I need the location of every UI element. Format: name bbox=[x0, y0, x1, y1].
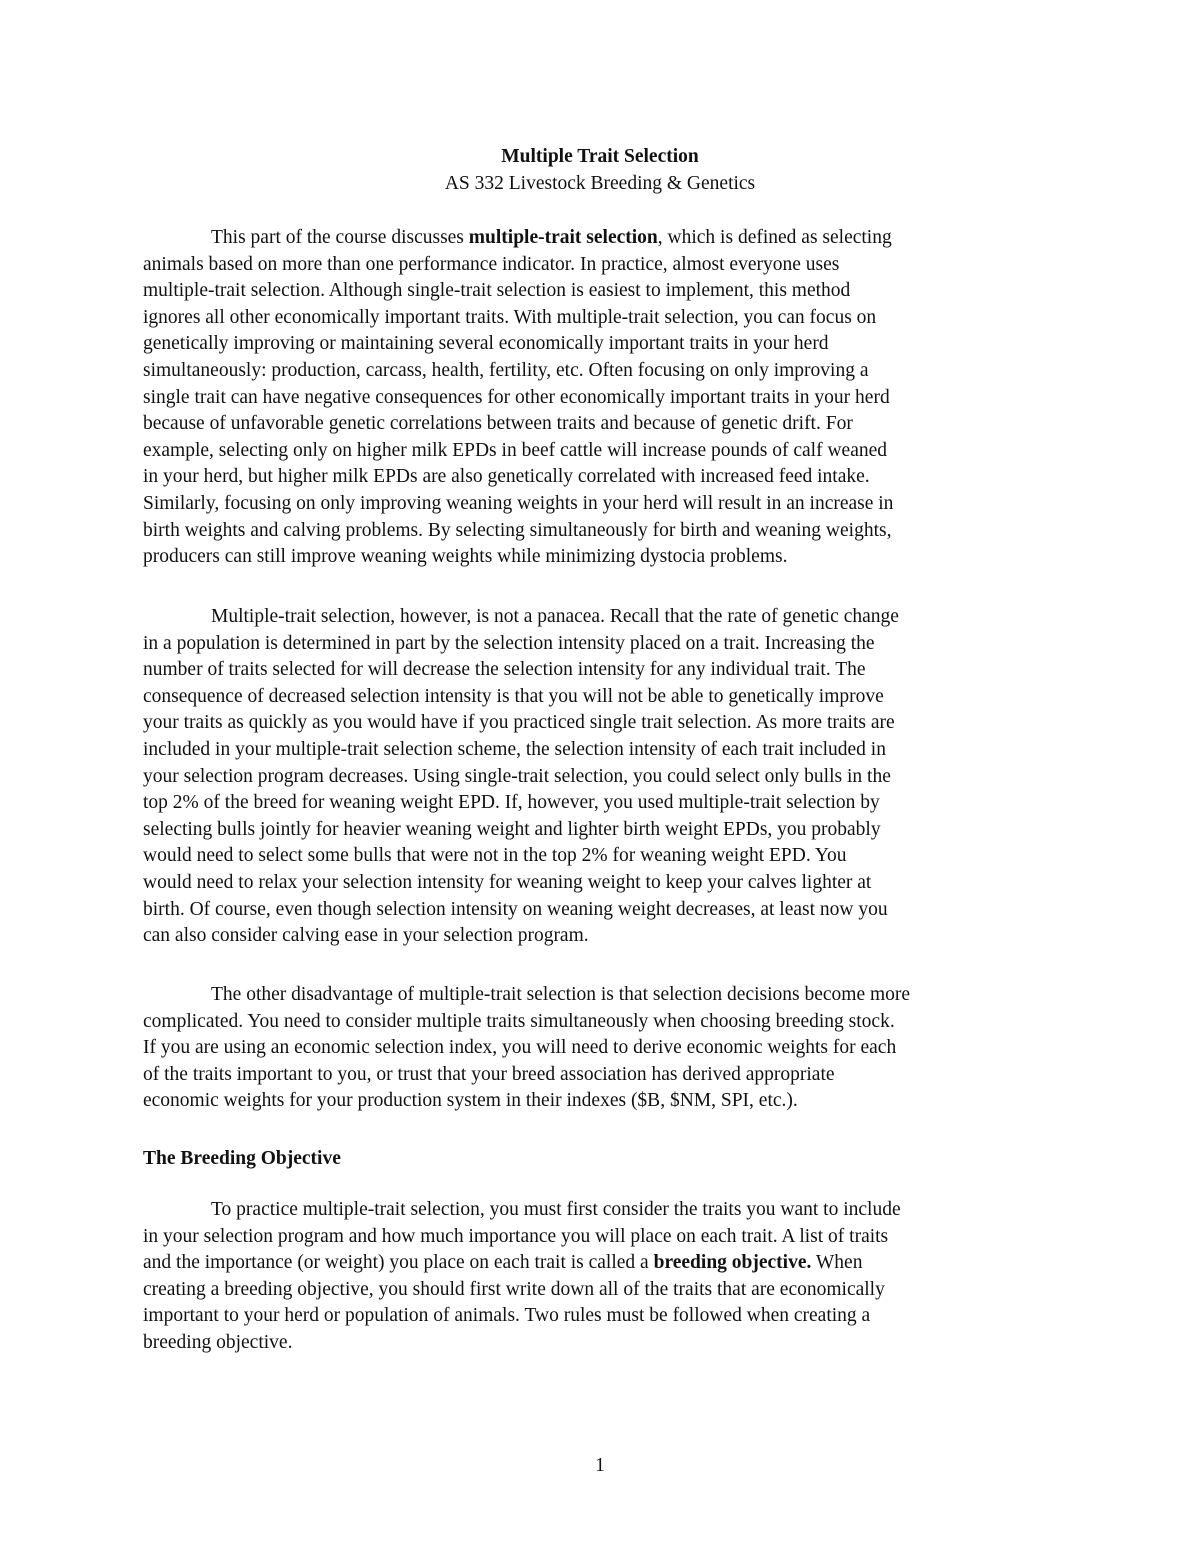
paragraph-line: ignores all other economically important traits. With multiple-trait selection, you can focus on bbox=[143, 306, 877, 328]
paragraph-line: genetically improving or maintaining several economically important traits in your herd bbox=[143, 333, 829, 355]
paragraph-line: example, selecting only on higher milk EPDs in beef cattle will increase pounds of calf weaned bbox=[143, 439, 888, 461]
paragraph-1 bbox=[143, 225, 1063, 571]
paragraph-line: consequence of decreased selection intensity is that you will not be able to genetically improve bbox=[143, 685, 884, 707]
paragraph-line: in a population is determined in part by the selection intensity placed on a trait. Increasing the bbox=[143, 632, 875, 654]
text-run: and the importance (or weight) you place on each trait is called a bbox=[143, 1252, 654, 1274]
paragraph-line: Similarly, focusing on only improving weaning weights in your herd will result in an increase in bbox=[143, 492, 894, 514]
paragraph-line: creating a breeding objective, you should first write down all of the traits that are economically bbox=[143, 1278, 885, 1300]
paragraph-line: If you are using an economic selection index, you will need to derive economic weights for each bbox=[143, 1037, 897, 1059]
paragraph-line: would need to relax your selection intensity for weaning weight to keep your calves lighter at bbox=[143, 871, 872, 893]
text-run: When bbox=[811, 1252, 863, 1274]
paragraph-line: top 2% of the breed for weaning weight EPD. If, however, you used multiple-trait selection by bbox=[143, 792, 880, 814]
paragraph-line: your selection program decreases. Using single-trait selection, you could select only bulls in the bbox=[143, 765, 891, 787]
paragraph-line: of the traits important to you, or trust that your breed association has derived appropriate bbox=[143, 1063, 835, 1085]
paragraph-line: To practice multiple-trait selection, you must first consider the traits you want to include bbox=[211, 1199, 901, 1220]
title-block bbox=[0, 143, 1200, 197]
document-title: Multiple Trait Selection bbox=[501, 146, 699, 167]
text-run: , which is defined as selecting bbox=[657, 227, 892, 248]
paragraph-4 bbox=[143, 1197, 1063, 1357]
paragraph-line: your traits as quickly as you would have if you practiced single trait selection. As more traits are bbox=[143, 712, 895, 734]
paragraph-2 bbox=[143, 604, 1063, 950]
section-heading: The Breeding Objective bbox=[143, 1148, 341, 1169]
paragraph-line: single trait can have negative consequences for other economically important traits in your herd bbox=[143, 386, 890, 408]
paragraph-line: in your herd, but higher milk EPDs are also genetically correlated with increased feed intake. bbox=[143, 466, 870, 488]
paragraph-line bbox=[143, 1250, 1063, 1277]
paragraph-line: birth. Of course, even though selection intensity on weaning weight decreases, at least now you bbox=[143, 898, 888, 920]
paragraph-line: number of traits selected for will decrease the selection intensity for any individual trait. The bbox=[143, 659, 866, 681]
document-subtitle: AS 332 Livestock Breeding & Genetics bbox=[444, 173, 756, 194]
paragraph-3 bbox=[143, 982, 1063, 1115]
paragraph-line: Multiple-trait selection, however, is not a panacea. Recall that the rate of genetic change bbox=[211, 606, 899, 627]
page-number: 1 bbox=[595, 1455, 605, 1476]
paragraph-line: multiple-trait selection. Although single-trait selection is easiest to implement, this method bbox=[143, 280, 851, 302]
paragraph-line: selecting bulls jointly for heavier weaning weight and lighter birth weight EPDs, you probably bbox=[143, 818, 881, 840]
paragraph-line bbox=[143, 225, 1063, 252]
text-run: This part of the course discusses bbox=[211, 227, 469, 248]
paragraph-line: can also consider calving ease in your selection program. bbox=[143, 925, 589, 947]
paragraph-line: in your selection program and how much importance you will place on each trait. A list of traits bbox=[143, 1225, 889, 1247]
paragraph-line: breeding objective. bbox=[143, 1331, 293, 1353]
paragraph-line: The other disadvantage of multiple-trait selection is that selection decisions become more bbox=[211, 984, 911, 1005]
paragraph-line: because of unfavorable genetic correlations between traits and because of genetic drift. For bbox=[143, 413, 853, 435]
paragraph-line: important to your herd or population of animals. Two rules must be followed when creating a bbox=[143, 1305, 871, 1327]
paragraph-line: economic weights for your production system in their indexes ($B, $NM, SPI, etc.). bbox=[143, 1090, 798, 1112]
paragraph-line: simultaneously: production, carcass, health, fertility, etc. Often focusing on only improving a bbox=[143, 359, 869, 381]
paragraph-line: producers can still improve weaning weights while minimizing dystocia problems. bbox=[143, 546, 788, 568]
paragraph-line: animals based on more than one performance indicator. In practice, almost everyone uses bbox=[143, 253, 840, 275]
bold-term: multiple-trait selection bbox=[468, 227, 658, 248]
bold-term: breeding objective. bbox=[653, 1252, 812, 1274]
paragraph-line: would need to select some bulls that were not in the top 2% for weaning weight EPD. You bbox=[143, 845, 847, 867]
paragraph-line: birth weights and calving problems. By selecting simultaneously for birth and weaning weights, bbox=[143, 519, 892, 541]
paragraph-line: included in your multiple-trait selection scheme, the selection intensity of each trait included in bbox=[143, 738, 886, 760]
paragraph-line: complicated. You need to consider multiple traits simultaneously when choosing breeding stock. bbox=[143, 1010, 895, 1032]
